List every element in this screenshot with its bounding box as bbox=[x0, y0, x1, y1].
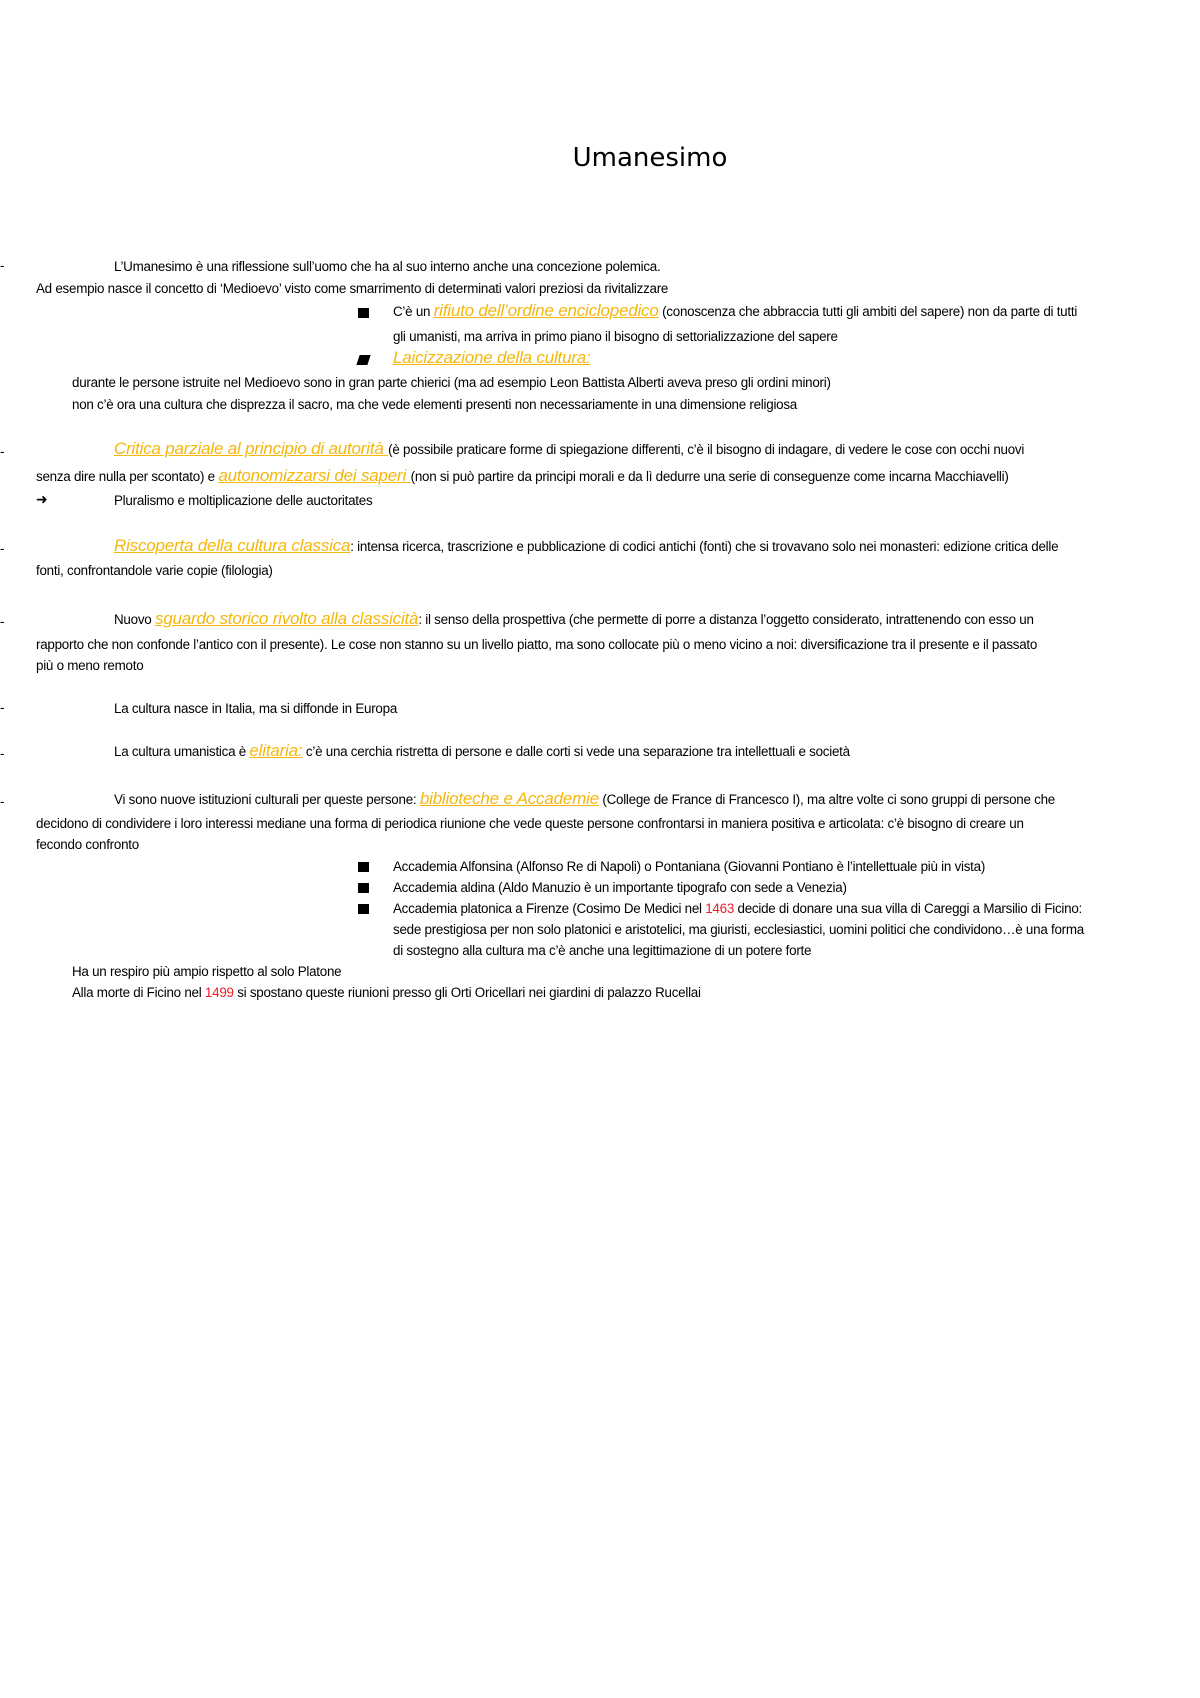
paragraph-line: più o meno remoto bbox=[36, 658, 144, 673]
bullet-item: Accademia Alfonsina (Alfonso Re di Napoli) o Pontaniana (Giovanni Pontiano è l’intellettuale più in vista) bbox=[393, 859, 986, 874]
bullet-item: Accademia aldina (Aldo Manuzio è un importante tipografo con sede a Venezia) bbox=[393, 880, 847, 895]
highlight-term: biblioteche e Accademie bbox=[419, 789, 599, 808]
bullet-item-continuation: sede prestigiosa per non solo platonici e aristotelici, ma giuristi, ecclesiastici, uomini politici che condividono…è una forma bbox=[393, 922, 1084, 937]
list-dash: - bbox=[0, 258, 5, 273]
paragraph-line: rapporto che non confonde l’antico con il presente). Le cose non stanno su un livello piatto, ma sono collocate più o meno vicino a noi: diversificazione tra il presente e il passato bbox=[36, 637, 1038, 652]
paragraph-line: La cultura nasce in Italia, ma si diffonde in Europa bbox=[114, 701, 398, 716]
square-bullet-icon bbox=[356, 355, 370, 365]
paragraph-line: decidono di condividere i loro interessi mediane una forma di periodica riunione che vede queste persone confrontarsi in maniera positiva e articolata: c’è bisogno di creare un bbox=[36, 816, 1024, 831]
highlight-term: Laicizzazione della cultura: bbox=[393, 348, 591, 367]
paragraph-line: Nuovo sguardo storico rivolto alla classicità: il senso della prospettiva (che permette di porre a distanza l’oggetto considerato, intrattenendo con esso un bbox=[114, 609, 1034, 628]
bullet-item: C’è un rifiuto dell’ordine enciclopedico (conoscenza che abbraccia tutti gli ambiti del sapere) non da parte di tutti bbox=[393, 301, 1078, 320]
paragraph-line: non c’è ora una cultura che disprezza il sacro, ma che vede elementi presenti non necessariamente in una dimensione religiosa bbox=[72, 397, 798, 412]
square-bullet-icon bbox=[358, 904, 369, 914]
paragraph-line: La cultura umanistica è elitaria: c’è una cerchia ristretta di persone e dalle corti si vede una separazione tra intellettuali e società bbox=[114, 741, 850, 760]
highlight-term: sguardo storico rivolto alla classicità bbox=[154, 609, 419, 628]
list-dash: - bbox=[0, 444, 5, 459]
paragraph-line: fonti, confrontandole varie copie (filologia) bbox=[36, 563, 273, 578]
paragraph-line: Ad esempio nasce il concetto di ‘Medioevo’ visto come smarrimento di determinati valori preziosi da rivitalizzare bbox=[36, 281, 669, 296]
paragraph-line: Critica parziale al principio di autorità (è possibile praticare forme di spiegazione differenti, c’è il bisogno di indagare, di vedere le cose con occhi nuovi bbox=[114, 439, 1025, 458]
highlight-term: autonomizzarsi dei saperi bbox=[218, 466, 411, 485]
paragraph-line: L’Umanesimo è una riflessione sull’uomo che ha al suo interno anche una concezione polemica. bbox=[114, 259, 661, 274]
highlight-term: Critica parziale al principio di autorità bbox=[114, 439, 389, 458]
list-dash: - bbox=[0, 541, 5, 556]
square-bullet-icon bbox=[358, 862, 369, 872]
highlight-term: Riscoperta della cultura classica bbox=[114, 536, 351, 555]
paragraph-line: durante le persone istruite nel Medioevo sono in gran parte chierici (ma ad esempio Leon Battista Alberti aveva preso gli ordini minori) bbox=[72, 375, 831, 390]
year-highlight: 1463 bbox=[705, 901, 735, 916]
square-bullet-icon bbox=[358, 883, 369, 893]
page-title: Umanesimo bbox=[572, 143, 728, 173]
list-dash: - bbox=[0, 794, 5, 809]
paragraph-line: senza dire nulla per scontato) e autonomizzarsi dei saperi (non si può partire da principi morali e da lì dedurre una serie di conseguenze come incarna Macchiavelli) bbox=[36, 466, 1009, 485]
highlight-term: rifiuto dell’ordine enciclopedico bbox=[433, 301, 659, 320]
bullet-item bbox=[393, 349, 591, 368]
paragraph-line: fecondo confronto bbox=[36, 837, 139, 852]
list-dash: - bbox=[0, 746, 5, 761]
paragraph-line: Vi sono nuove istituzioni culturali per queste persone: biblioteche e Accademie (College de France di Francesco I), ma altre volte ci sono gruppi di persone che bbox=[114, 789, 1055, 808]
list-dash: - bbox=[0, 614, 5, 629]
list-dash: - bbox=[0, 700, 5, 715]
bullet-item: Accademia platonica a Firenze (Cosimo De Medici nel 1463 decide di donare una sua villa di Careggi a Marsilio di Ficino: bbox=[393, 901, 1083, 916]
paragraph-line: Alla morte di Ficino nel 1499 si spostano queste riunioni presso gli Orti Oricellari nei giardini di palazzo Rucellai bbox=[72, 985, 701, 1000]
paragraph-line: Riscoperta della cultura classica: intensa ricerca, trascrizione e pubblicazione di codici antichi (fonti) che si trovavano solo nei monasteri: edizione critica delle bbox=[114, 536, 1059, 555]
year-highlight: 1499 bbox=[204, 985, 234, 1000]
bullet-item-continuation: gli umanisti, ma arriva in primo piano il bisogno di settorializzazione del sapere bbox=[393, 329, 838, 344]
highlight-term: elitaria: bbox=[249, 741, 303, 760]
paragraph-line: Ha un respiro più ampio rispetto al solo Platone bbox=[72, 964, 342, 979]
square-bullet-icon bbox=[358, 308, 369, 318]
arrow-right-icon: ➜ bbox=[36, 492, 48, 508]
bullet-item-continuation: di sostegno alla cultura ma c’è anche una legittimazione di un potere forte bbox=[393, 943, 812, 958]
paragraph-line: Pluralismo e moltiplicazione delle auctoritates bbox=[114, 493, 373, 508]
